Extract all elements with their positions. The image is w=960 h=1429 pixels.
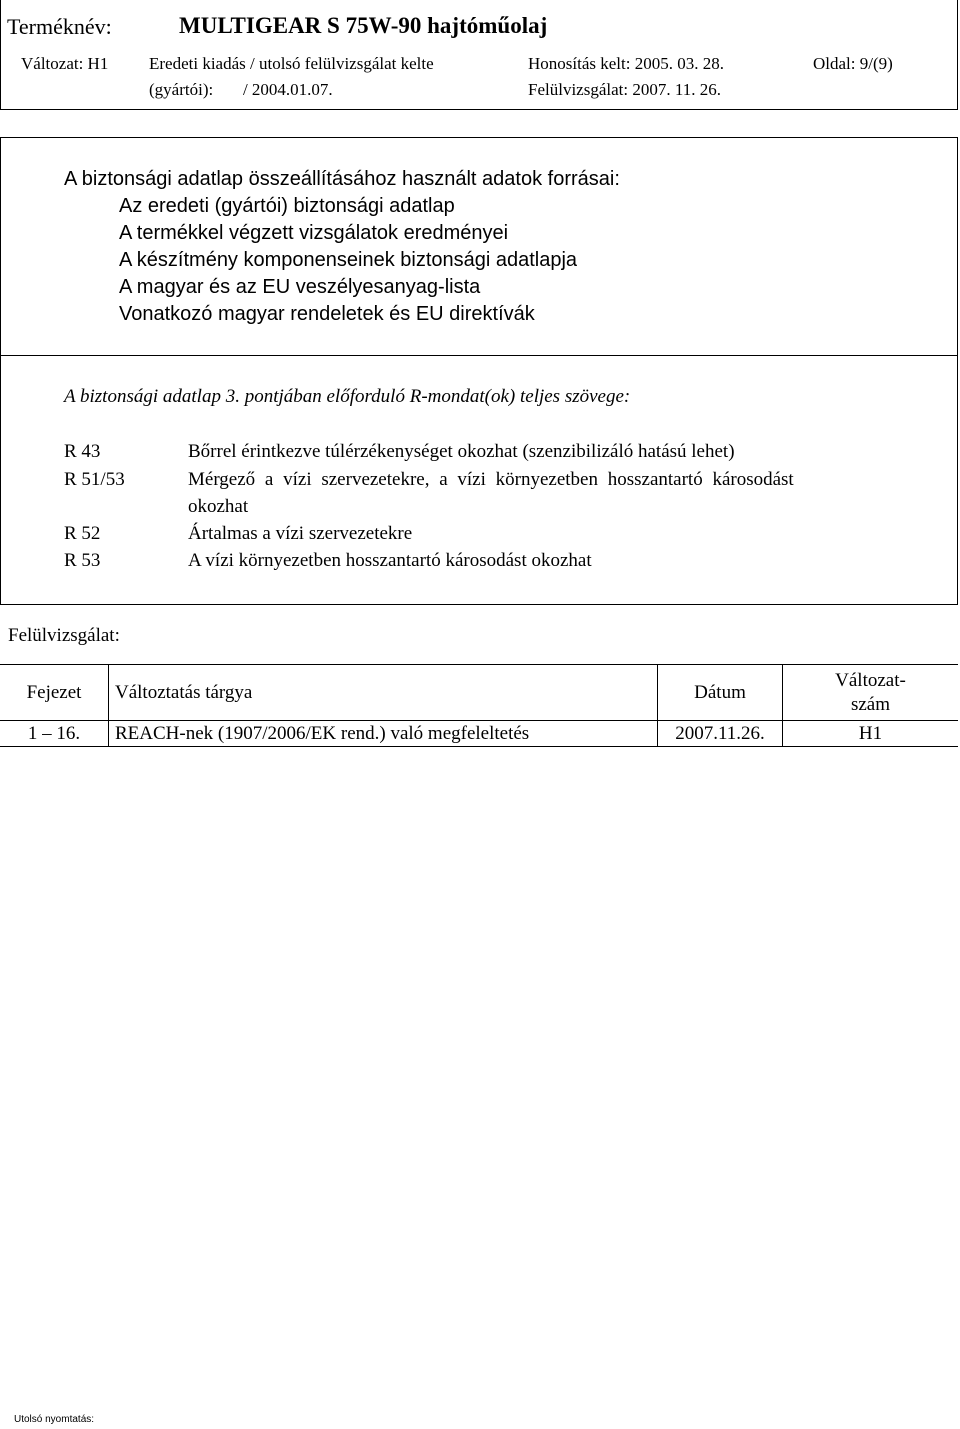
sources-heading: A biztonsági adatlap összeállításához használt adatok forrásai: [64, 168, 620, 190]
row-date: 2007.11.26. [658, 721, 783, 747]
document-header [0, 0, 958, 110]
column-header-version-line1: Változat- [835, 669, 906, 691]
r-phrase-text: Ártalmas a vízi szervezetekre [188, 523, 413, 544]
row-version: H1 [783, 721, 959, 747]
issue-date-line1: Eredeti kiadás / utolsó felülvizsgálat kelte [149, 54, 434, 73]
r-phrase-text: A vízi környezetben hosszantartó károsodást okozhat [188, 550, 592, 571]
row-subject: REACH-nek (1907/2006/EK rend.) való megfeleltetés [109, 721, 658, 747]
r-phrase-text: Bőrrel érintkezve túlérzékenységet okozhat (szenzibilizáló hatású lehet) [188, 441, 735, 462]
source-item: A magyar és az EU veszélyesanyag-lista [119, 276, 481, 298]
last-printed-label: Utolsó nyomtatás: [14, 1414, 95, 1425]
row-chapter: 1 – 16. [0, 721, 109, 747]
issue-date-line2: (gyártói): / 2004.01.07. [149, 80, 333, 99]
source-item: Az eredeti (gyártói) biztonsági adatlap [119, 195, 455, 217]
source-item: A készítmény komponenseinek biztonsági adatlapja [119, 249, 578, 271]
revision-table [0, 664, 958, 747]
r-phrase-code: R 52 [64, 523, 101, 544]
page-number: Oldal: 9/(9) [813, 54, 893, 73]
revision-label: Felülvizsgálat: [8, 625, 120, 646]
column-header-chapter: Fejezet [0, 665, 109, 721]
column-header-subject: Változtatás tárgya [109, 665, 658, 721]
sources-section [0, 137, 958, 356]
source-item: A termékkel végzett vizsgálatok eredményei [119, 222, 509, 244]
r-phrase-code: R 51/53 [64, 469, 125, 490]
r-phrase-code: R 53 [64, 550, 101, 571]
version-label: Változat: H1 [21, 54, 109, 73]
r-phrase-code: R 43 [64, 441, 101, 462]
r-phrases-section [0, 355, 958, 605]
table-header-row [0, 665, 958, 721]
product-name: MULTIGEAR S 75W-90 hajtóműolaj [179, 13, 548, 38]
r-phrases-heading: A biztonsági adatlap 3. pontjában előforduló R-mondat(ok) teljes szövege: [64, 386, 631, 407]
r-phrase-text-continued: okozhat [188, 496, 249, 517]
column-header-version [783, 665, 959, 721]
table-row [0, 721, 958, 747]
product-label: Terméknév: [7, 14, 112, 39]
source-item: Vonatkozó magyar rendeletek és EU direktívák [119, 303, 535, 325]
r-phrase-text: Mérgező a vízi szervezetekre, a vízi környezetben hosszantartó károsodást [188, 469, 794, 490]
column-header-date: Dátum [658, 665, 783, 721]
column-header-version-line2: szám [850, 693, 891, 715]
adoption-date: Honosítás kelt: 2005. 03. 28. [528, 54, 724, 73]
review-date: Felülvizsgálat: 2007. 11. 26. [528, 80, 721, 99]
